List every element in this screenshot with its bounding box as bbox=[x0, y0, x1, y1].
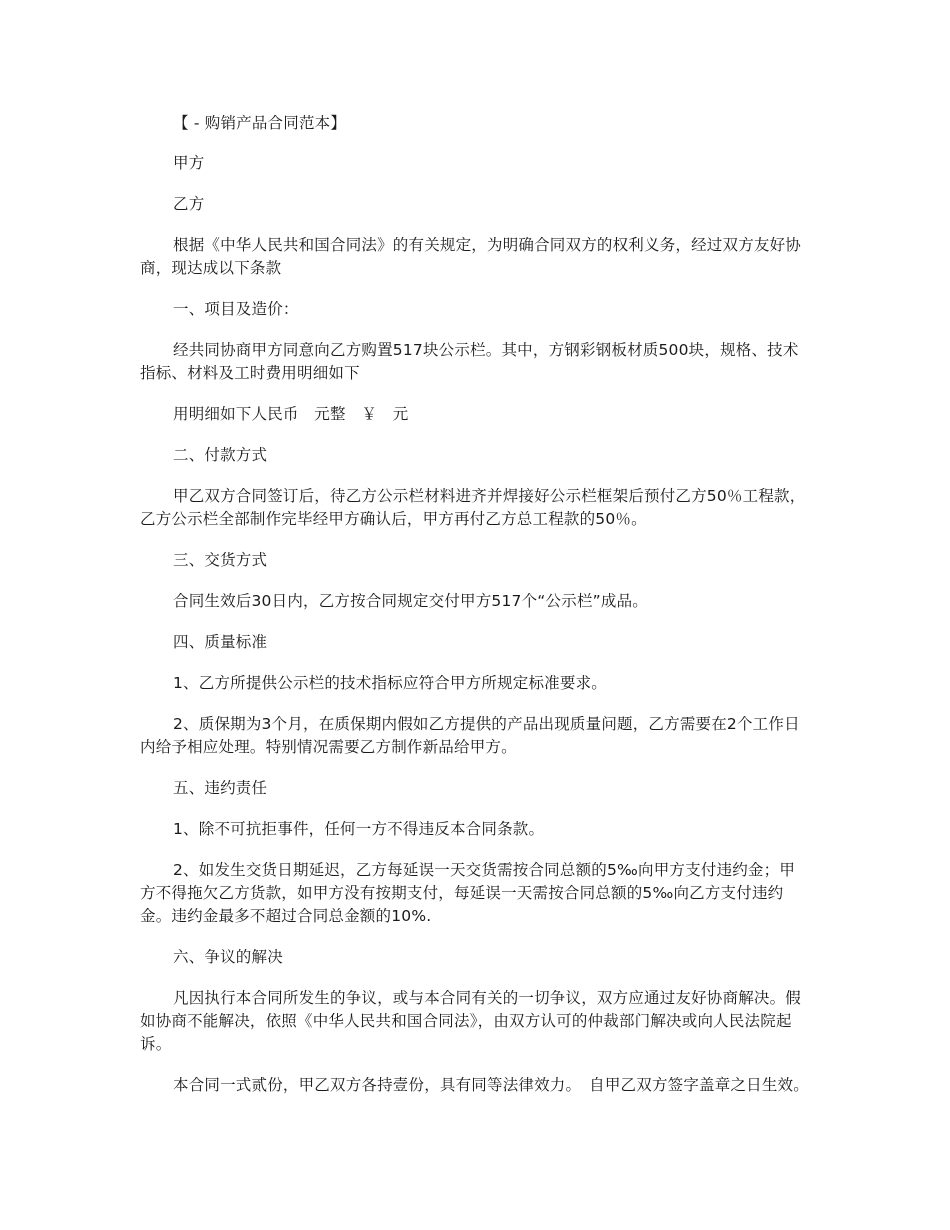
closing-paragraph: 本合同一式贰份，甲乙双方各持壹份，具有同等法律效力。 自甲乙双方签字盖章之日生效。 bbox=[173, 1076, 809, 1094]
party-b-label: 乙方 bbox=[173, 195, 205, 213]
section1-heading: 一、项目及造价： bbox=[173, 300, 299, 318]
section5-item-1: 1、除不可抗拒事件，任何一方不得违反本合同条款。 bbox=[173, 820, 545, 838]
section5-item-2: 2、如发生交货日期延迟，乙方每延误一天交货需按合同总额的5‰向甲方支付违约金；甲方不得拖欠乙方货款，如甲方没有按期支付，每延误一天需按合同总额的5‰向乙方支付违约金。违约金最多不超过合同总金额的10%. bbox=[140, 861, 796, 925]
section1-amount: 用明细如下人民币 元整 ￥ 元 bbox=[173, 405, 409, 423]
section2-heading: 二、付款方式 bbox=[173, 446, 268, 464]
section6-body: 凡因执行本合同所发生的争议，或与本合同有关的一切争议，双方应通过友好协商解决。假如协商不能解决，依照《中华人民共和国合同法》，由双方认可的仲裁部门解决或向人民法院起诉。 bbox=[140, 989, 802, 1053]
preamble-paragraph: 根据《中华人民共和国合同法》的有关规定，为明确合同双方的权利义务，经过双方友好协商，现达成以下条款 bbox=[140, 236, 802, 277]
section4-item-2: 2、质保期为3个月，在质保期内假如乙方提供的产品出现质量问题，乙方需要在2个工作日内给予相应处理。特别情况需要乙方制作新品给甲方。 bbox=[140, 715, 800, 756]
section5-heading: 五、违约责任 bbox=[173, 779, 268, 797]
contract-document bbox=[140, 112, 810, 1115]
section2-body: 甲乙双方合同签订后，待乙方公示栏材料进齐并焊接好公示栏框架后预付乙方50％工程款，乙方公示栏全部制作完毕经甲方确认后，甲方再付乙方总工程款的50％。 bbox=[140, 487, 806, 528]
section6-heading: 六、争议的解决 bbox=[173, 948, 283, 966]
section4-heading: 四、质量标准 bbox=[173, 633, 268, 651]
section3-heading: 三、交货方式 bbox=[173, 551, 268, 569]
section1-body: 经共同协商甲方同意向乙方购置517块公示栏。其中，方钢彩钢板材质500块，规格、技术指标、材料及工时费用明细如下 bbox=[140, 341, 799, 382]
section4-item-1: 1、乙方所提供公示栏的技术指标应符合甲方所规定标准要求。 bbox=[173, 674, 607, 692]
document-title: 【 - 购销产品合同范本】 bbox=[173, 114, 347, 132]
party-a-label: 甲方 bbox=[173, 154, 205, 172]
section3-body: 合同生效后30日内，乙方按合同规定交付甲方517个“公示栏”成品。 bbox=[173, 592, 648, 610]
